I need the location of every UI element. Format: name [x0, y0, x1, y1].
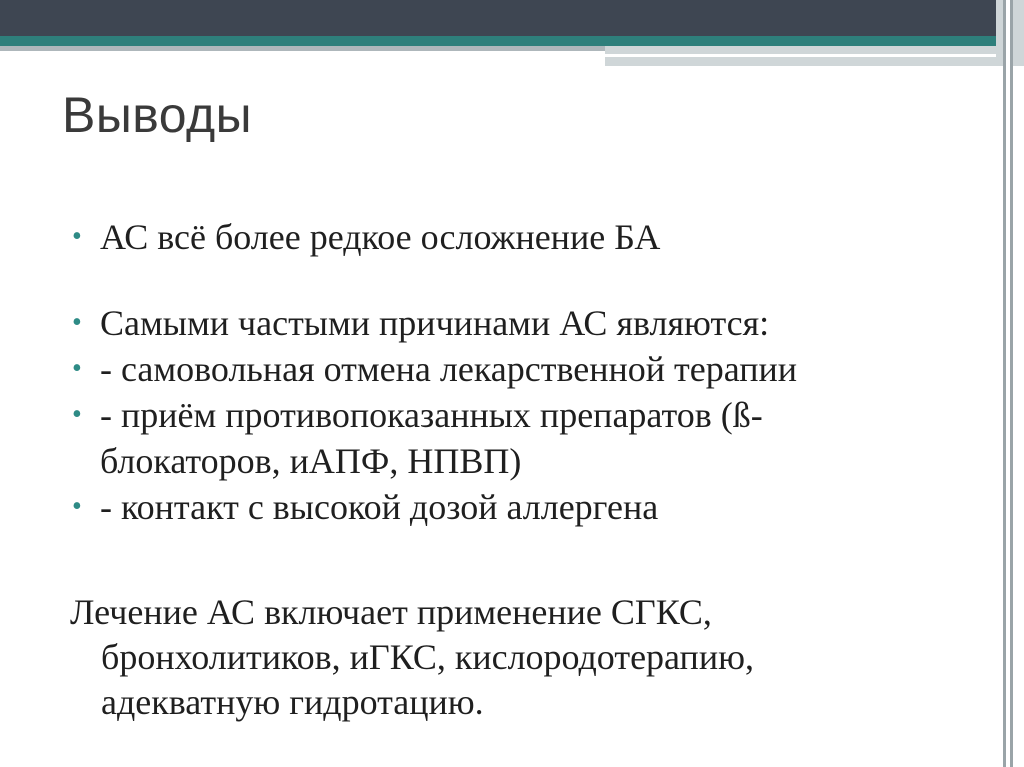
bullet-icon: • — [72, 307, 82, 338]
conclusion-paragraph — [70, 590, 950, 725]
slide-title: Выводы — [62, 87, 253, 143]
conclusion-line: Лечение АС включает применение СГКС, — [70, 592, 712, 632]
conclusion-line: адекватную гидротацию. — [101, 682, 484, 722]
right-edge-line — [1003, 0, 1006, 767]
header-grey-stripe — [0, 46, 605, 51]
list-item — [72, 392, 972, 484]
bullet-text: АС всё более редкое осложнение БА — [100, 217, 661, 257]
bullet-text-line: - приём противопоказанных препаратов (ß- — [100, 395, 763, 435]
right-edge-line — [1010, 0, 1013, 767]
list-item — [72, 484, 972, 530]
bullet-text: - контакт с высокой дозой аллергена — [100, 487, 659, 527]
bullet-icon: • — [72, 221, 82, 252]
header-accent-stripe — [0, 36, 1024, 46]
header-band — [0, 0, 1024, 36]
bullet-text: Самыми частыми причинами АС являются: — [100, 303, 770, 343]
list-item — [72, 300, 972, 346]
list-item — [72, 346, 972, 392]
list-item — [72, 214, 972, 260]
bullet-icon: • — [72, 399, 82, 430]
bullet-text: - самовольная отмена лекарственной терапии — [100, 349, 798, 389]
bullet-icon: • — [72, 491, 82, 522]
conclusion-line: бронхолитиков, иГКС, кислородотерапию, — [101, 637, 754, 677]
bullet-icon: • — [72, 353, 82, 384]
bullet-text-line: блокаторов, иАПФ, НПВП) — [100, 441, 522, 481]
bullet-list — [72, 214, 972, 530]
header-divider-line — [605, 54, 1005, 57]
